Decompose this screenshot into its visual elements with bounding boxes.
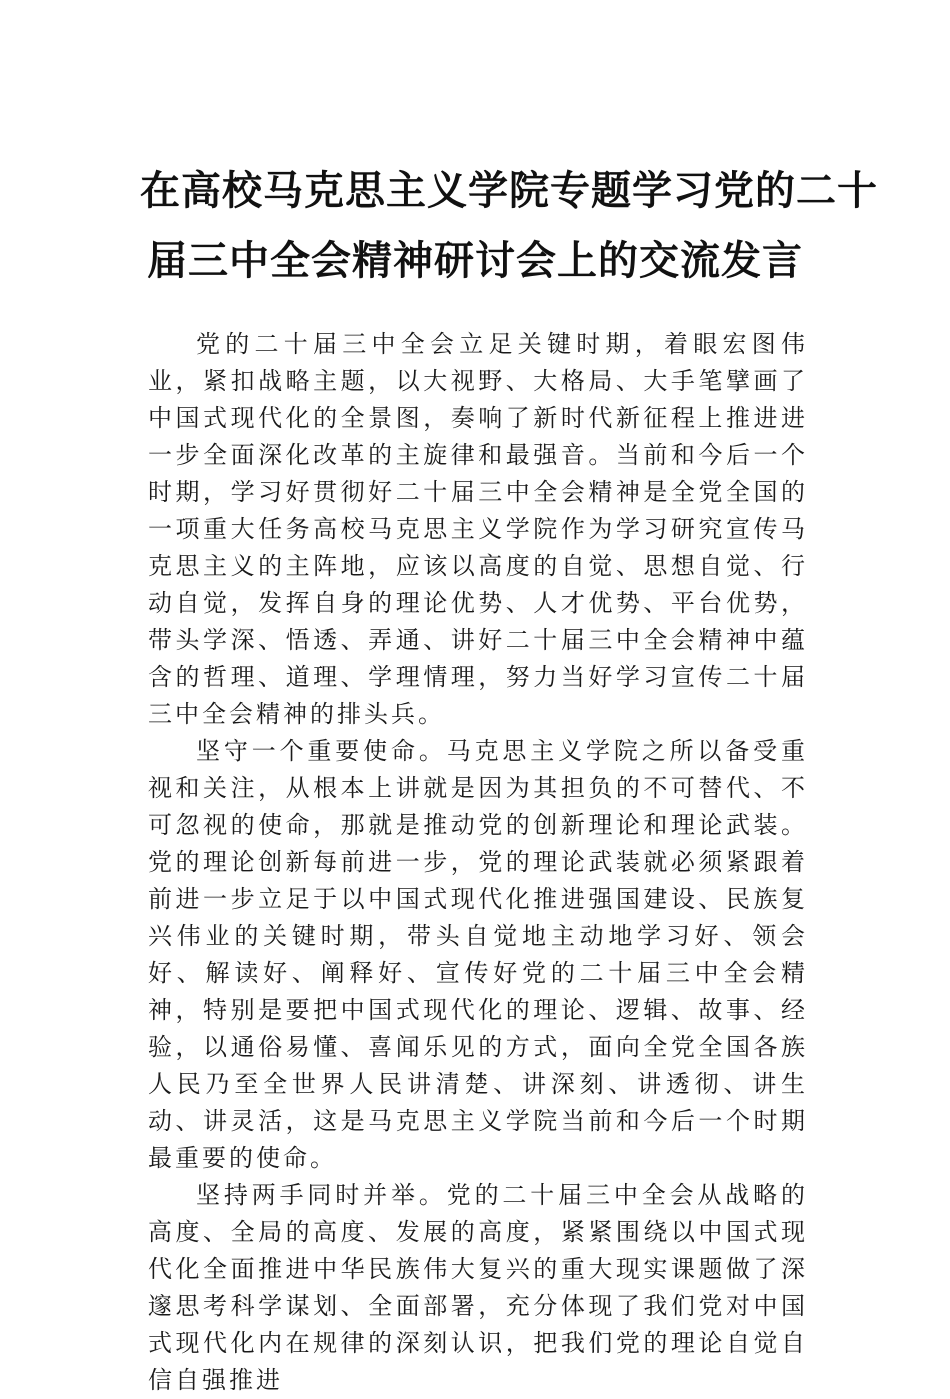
document-title: [140, 156, 878, 296]
title-line-2: 届三中全会精神研讨会上的交流发言: [147, 237, 803, 284]
paragraph-mission: 坚守一个重要使命。马克思主义学院之所以备受重视和关注，从根本上讲就是因为其担负的不可替代、不可忽视的使命，那就是推动党的创新理论和理论武装。党的理论创新每前进一步，党的理论武装就必须紧跟着前进一步立足于以中国式现代化推进强国建设、民族复兴伟业的关键时期，带头自觉地主动地学习好、领会好、解读好、阐释好、宣传好党的二十届三中全会精神，特别是要把中国式现代化的理论、逻辑、故事、经验，以通俗易懂、喜闻乐见的方式，面向全党全国各族人民乃至全世界人民讲清楚、讲深刻、讲透彻、讲生动、讲灵活，这是马克思主义学院当前和今后一个时期最重要的使命。: [148, 737, 808, 1172]
document-body: [148, 326, 808, 1399]
paragraph-two-hands: 坚持两手同时并举。党的二十届三中全会从战略的高度、全局的高度、发展的高度，紧紧围绕以中国式现代化全面推进中华民族伟大复兴的重大现实课题做了深邃思考科学谋划、全面部署，充分体现了我们党对中国式现代化内在规律的深刻认识，把我们党的理论自觉自信自强推进: [148, 1181, 808, 1394]
paragraph-intro: 党的二十届三中全会立足关键时期，着眼宏图伟业，紧扣战略主题，以大视野、大格局、大手笔擘画了中国式现代化的全景图，奏响了新时代新征程上推进进一步全面深化改革的主旋律和最强音。当前和今后一个时期，学习好贯彻好二十届三中全会精神是全党全国的一项重大任务高校马克思主义学院作为学习研究宣传马克思主义的主阵地，应该以高度的自觉、思想自觉、行动自觉，发挥自身的理论优势、人才优势、平台优势，带头学深、悟透、弄通、讲好二十届三中全会精神中蕴含的哲理、道理、学理情理，努力当好学习宣传二十届三中全会精神的排头兵。: [148, 330, 808, 728]
title-line-1: 在高校马克思主义学院专题学习党的二十: [140, 167, 878, 214]
